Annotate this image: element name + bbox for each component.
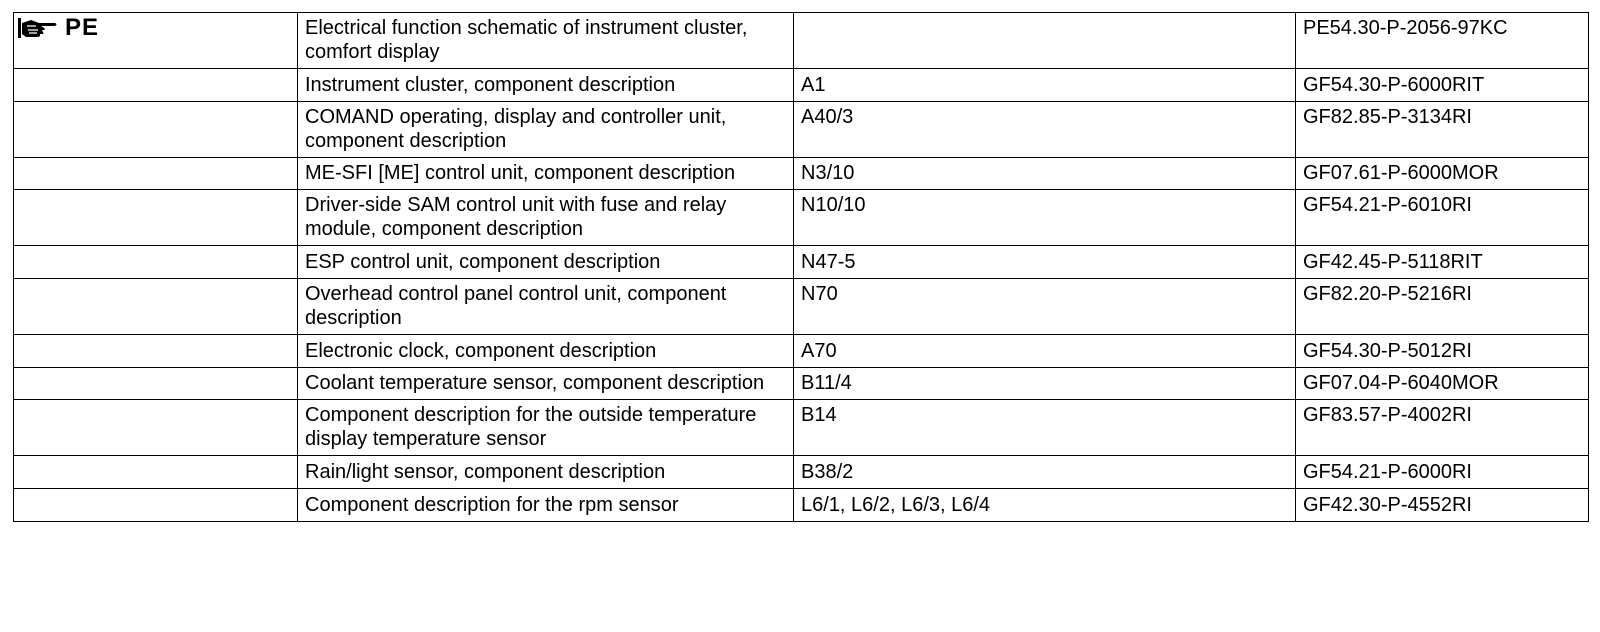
- component-cell: N70: [794, 279, 1296, 335]
- document-number-cell[interactable]: GF54.30-P-5012RI: [1296, 335, 1589, 368]
- component-cell: N47-5: [794, 246, 1296, 279]
- component-cell: B38/2: [794, 456, 1296, 489]
- document-number-cell[interactable]: GF82.85-P-3134RI: [1296, 102, 1589, 158]
- component-cell: A70: [794, 335, 1296, 368]
- marker-cell: [14, 279, 298, 335]
- document-number-cell[interactable]: GF54.21-P-6000RI: [1296, 456, 1589, 489]
- component-cell: B14: [794, 400, 1296, 456]
- component-cell: N10/10: [794, 190, 1296, 246]
- description-cell: Overhead control panel control unit, component description: [298, 279, 794, 335]
- description-cell: Rain/light sensor, component description: [298, 456, 794, 489]
- table-row: [14, 400, 1589, 456]
- table-row: [14, 335, 1589, 368]
- pe-marker: [17, 16, 290, 40]
- marker-cell: [14, 69, 298, 102]
- document-number-cell[interactable]: GF54.30-P-6000RIT: [1296, 69, 1589, 102]
- marker-cell: [14, 13, 298, 69]
- document-number-cell[interactable]: GF82.20-P-5216RI: [1296, 279, 1589, 335]
- table-row: [14, 190, 1589, 246]
- component-cell: [794, 13, 1296, 69]
- description-cell: Coolant temperature sensor, component description: [298, 368, 794, 400]
- marker-cell: [14, 158, 298, 190]
- marker-cell: [14, 246, 298, 279]
- table-row: [14, 246, 1589, 279]
- table-row: [14, 158, 1589, 190]
- document-number-cell[interactable]: GF54.21-P-6010RI: [1296, 190, 1589, 246]
- reference-table: [13, 12, 1589, 522]
- table-row: [14, 368, 1589, 400]
- document-number-cell[interactable]: GF42.45-P-5118RIT: [1296, 246, 1589, 279]
- document-number-cell[interactable]: GF42.30-P-4552RI: [1296, 489, 1589, 522]
- document-number-cell[interactable]: PE54.30-P-2056-97KC: [1296, 13, 1589, 69]
- table-row: [14, 102, 1589, 158]
- marker-cell: [14, 400, 298, 456]
- marker-cell: [14, 368, 298, 400]
- description-cell: COMAND operating, display and controller unit, component description: [298, 102, 794, 158]
- description-cell: Component description for the rpm sensor: [298, 489, 794, 522]
- marker-cell: [14, 489, 298, 522]
- table-row: [14, 489, 1589, 522]
- pointing-hand-icon: [17, 17, 59, 39]
- document-number-cell[interactable]: GF83.57-P-4002RI: [1296, 400, 1589, 456]
- component-cell: N3/10: [794, 158, 1296, 190]
- marker-label: PE: [65, 14, 100, 41]
- component-cell: B11/4: [794, 368, 1296, 400]
- component-cell: L6/1, L6/2, L6/3, L6/4: [794, 489, 1296, 522]
- description-cell: Driver-side SAM control unit with fuse and relay module, component description: [298, 190, 794, 246]
- document-number-cell[interactable]: GF07.61-P-6000MOR: [1296, 158, 1589, 190]
- table-row: [14, 69, 1589, 102]
- description-cell: Electronic clock, component description: [298, 335, 794, 368]
- marker-cell: [14, 102, 298, 158]
- description-cell: Component description for the outside temperature display temperature sensor: [298, 400, 794, 456]
- marker-cell: [14, 190, 298, 246]
- description-cell: Electrical function schematic of instrument cluster, comfort display: [298, 13, 794, 69]
- description-cell: Instrument cluster, component description: [298, 69, 794, 102]
- component-cell: A40/3: [794, 102, 1296, 158]
- description-cell: ME-SFI [ME] control unit, component description: [298, 158, 794, 190]
- table-row: [14, 279, 1589, 335]
- document-number-cell[interactable]: GF07.04-P-6040MOR: [1296, 368, 1589, 400]
- component-cell: A1: [794, 69, 1296, 102]
- table-row: [14, 456, 1589, 489]
- description-cell: ESP control unit, component description: [298, 246, 794, 279]
- marker-cell: [14, 456, 298, 489]
- marker-cell: [14, 335, 298, 368]
- table-row: [14, 13, 1589, 69]
